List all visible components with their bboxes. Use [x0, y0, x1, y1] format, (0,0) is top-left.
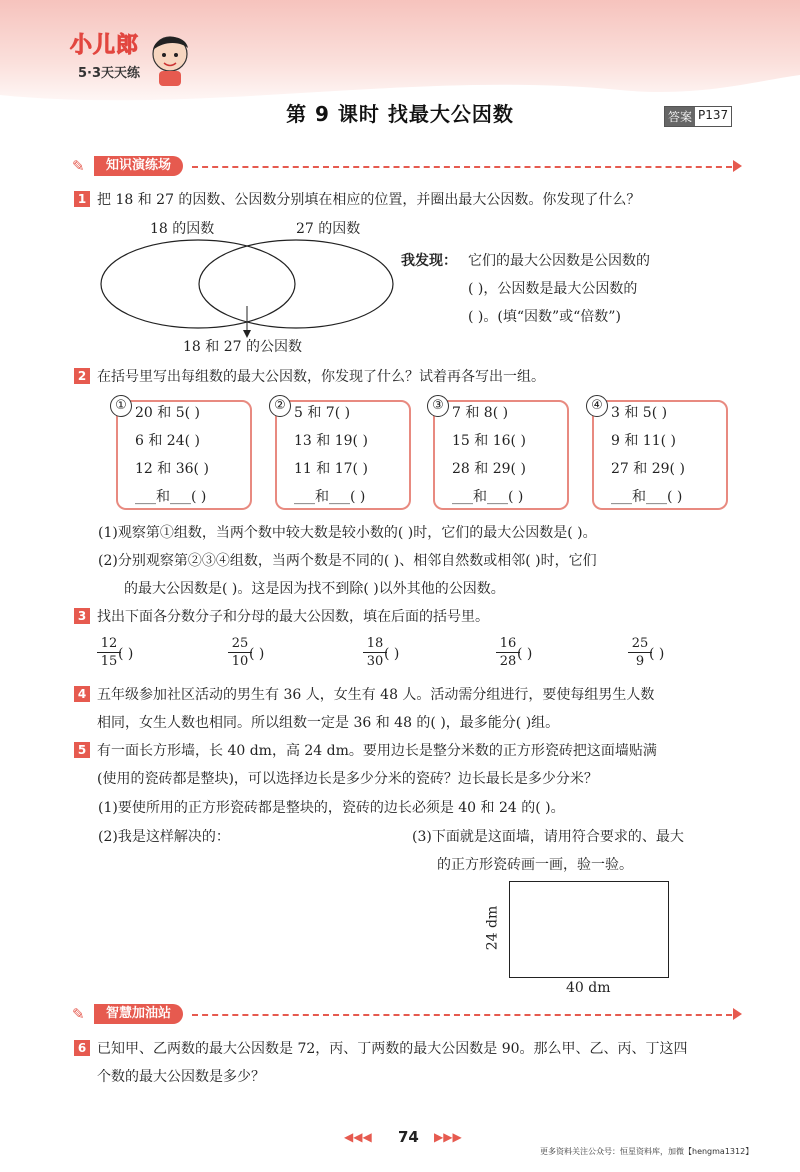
group-line[interactable]: 20 和 5( ) [135, 405, 200, 421]
question-3-text: 找出下面各分数分子和分母的最大公因数，填在后面的括号里。 [97, 609, 489, 625]
discover-line-2: ( )，公因数是最大公因数的 [468, 281, 638, 297]
question-5-sub-2: (2)我是这样解决的： [98, 829, 230, 845]
group-line[interactable]: ___和___( ) [135, 489, 207, 505]
question-4-line-1: 五年级参加社区活动的男生有 36 人，女生有 48 人。活动需分组进行，要使每组男生人数 [97, 687, 655, 703]
numerator: 25 [231, 636, 249, 651]
question-5-line-2: (使用的瓷砖都是整块)，可以选择边长是多少分米的瓷砖？边长最长是多少分米？ [97, 771, 598, 787]
question-5-line-1: 有一面长方形墙，长 40 dm，高 24 dm。要用边长是整分米数的正方形瓷砖把这面墙贴满 [97, 743, 657, 759]
denominator: 10 [231, 654, 249, 669]
venn-label-right: 27 的因数 [296, 221, 361, 237]
group-line[interactable]: 6 和 24( ) [135, 433, 200, 449]
wall-rectangle[interactable] [509, 881, 669, 978]
question-number: 3 [74, 608, 90, 624]
question-1-text: 把 18 和 27 的因数、公因数分别填在相应的位置，并圈出最大公因数。你发现了什么？ [97, 192, 641, 208]
answer-paren[interactable]: ( ) [649, 646, 665, 662]
question-number: 4 [74, 686, 90, 702]
section-wisdom [72, 1004, 742, 1026]
venn-label-left: 18 的因数 [150, 221, 215, 237]
arrow-right-icon [733, 160, 742, 172]
group-line[interactable]: ___和___( ) [611, 489, 683, 505]
prev-page-icon[interactable]: ◀◀◀ [344, 1130, 372, 1144]
numerator: 18 [366, 636, 384, 651]
section-practice-label: 知识演练场 [94, 156, 183, 176]
section-wisdom-label: 智慧加油站 [94, 1004, 183, 1024]
group-line[interactable]: 27 和 29( ) [611, 461, 685, 477]
group-line[interactable]: 15 和 16( ) [452, 433, 526, 449]
venn-diagram[interactable] [96, 236, 396, 346]
mascot-boy-icon [145, 28, 195, 88]
numerator: 12 [100, 636, 118, 651]
answer-reference[interactable] [664, 106, 732, 127]
question-number: 6 [74, 1040, 90, 1056]
divider [192, 1014, 732, 1016]
numerator: 25 [631, 636, 649, 651]
question-5-sub-3a: (3)下面就是这面墙，请用符合要求的、最大 [412, 829, 684, 845]
question-4-line-2[interactable]: 相同，女生人数也相同。所以组数一定是 36 和 48 的( )，最多能分( )组。 [97, 715, 560, 731]
numerator: 16 [499, 636, 517, 651]
group-line[interactable]: 9 和 11( ) [611, 433, 676, 449]
answer-paren[interactable]: ( ) [517, 646, 533, 662]
group-number: ③ [427, 395, 449, 417]
answer-paren[interactable]: ( ) [118, 646, 134, 662]
discover-label: 我发现： [401, 253, 457, 269]
group-number: ④ [586, 395, 608, 417]
arrow-right-icon [733, 1008, 742, 1020]
answer-paren[interactable]: ( ) [384, 646, 400, 662]
next-page-icon[interactable]: ▶▶▶ [434, 1130, 462, 1144]
denominator: 28 [499, 654, 517, 669]
page-number: 74 [398, 1128, 419, 1146]
group-number: ① [110, 395, 132, 417]
logo-subtitle: 5·3天天练 [78, 66, 141, 81]
discover-line-1: 它们的最大公因数是公因数的 [468, 253, 650, 269]
group-line[interactable]: ___和___( ) [452, 489, 524, 505]
logo-title: 小儿郎 [70, 33, 140, 58]
group-line[interactable]: 11 和 17( ) [294, 461, 368, 477]
question-number: 5 [74, 742, 90, 758]
wall-width-label: 40 dm [566, 980, 611, 996]
question-2-text: 在括号里写出每组数的最大公因数，你发现了什么？试着再各写出一组。 [97, 369, 545, 385]
group-line[interactable]: 5 和 7( ) [294, 405, 351, 421]
lesson-title: 第 9 课时 找最大公因数 [286, 102, 514, 126]
wall-height-label: 24 dm [484, 905, 501, 951]
question-5-sub-3b: 的正方形瓷砖画一画，验一验。 [437, 857, 633, 873]
venn-label-common: 18 和 27 的公因数 [183, 339, 302, 355]
group-number: ② [269, 395, 291, 417]
denominator: 9 [635, 654, 645, 669]
group-line[interactable]: 7 和 8( ) [452, 405, 509, 421]
group-line[interactable]: ___和___( ) [294, 489, 366, 505]
question-number: 1 [74, 191, 90, 207]
discover-line-3: ( )。(填“因数”或“倍数”) [468, 309, 621, 325]
section-practice [72, 156, 742, 178]
question-2-sub-2b[interactable]: 的最大公因数是( )。这是因为找不到除( )以外其他的公因数。 [124, 581, 505, 597]
group-line[interactable]: 13 和 19( ) [294, 433, 368, 449]
divider [192, 166, 732, 168]
answer-label: 答案 [665, 107, 695, 126]
denominator: 30 [366, 654, 384, 669]
group-line[interactable]: 28 和 29( ) [452, 461, 526, 477]
question-6-line-1: 已知甲、乙两数的最大公因数是 72，丙、丁两数的最大公因数是 90。那么甲、乙、丙、丁这四 [97, 1041, 688, 1057]
pencil-icon: ✎ [72, 1005, 85, 1023]
question-2-sub-2a[interactable]: (2)分别观察第②③④组数，当两个数是不同的( )、相邻自然数或相邻( )时，它们 [98, 553, 597, 569]
question-2-sub-1[interactable]: (1)观察第①组数，当两个数中较大数是较小数的( )时，它们的最大公因数是( )。 [98, 525, 597, 541]
group-line[interactable]: 3 和 5( ) [611, 405, 668, 421]
group-line[interactable]: 12 和 36( ) [135, 461, 209, 477]
answer-page: P137 [698, 108, 729, 122]
question-6-line-2: 个数的最大公因数是多少？ [97, 1069, 265, 1085]
denominator: 15 [100, 654, 118, 669]
answer-paren[interactable]: ( ) [249, 646, 265, 662]
question-number: 2 [74, 368, 90, 384]
footnote: 更多资料关注公众号：恒星资料库，加微【hengma1312】 [540, 1147, 754, 1156]
question-5-sub-1[interactable]: (1)要使所用的正方形瓷砖都是整块的，瓷砖的边长必须是 40 和 24 的( )。 [98, 800, 565, 816]
pencil-icon: ✎ [72, 157, 85, 175]
